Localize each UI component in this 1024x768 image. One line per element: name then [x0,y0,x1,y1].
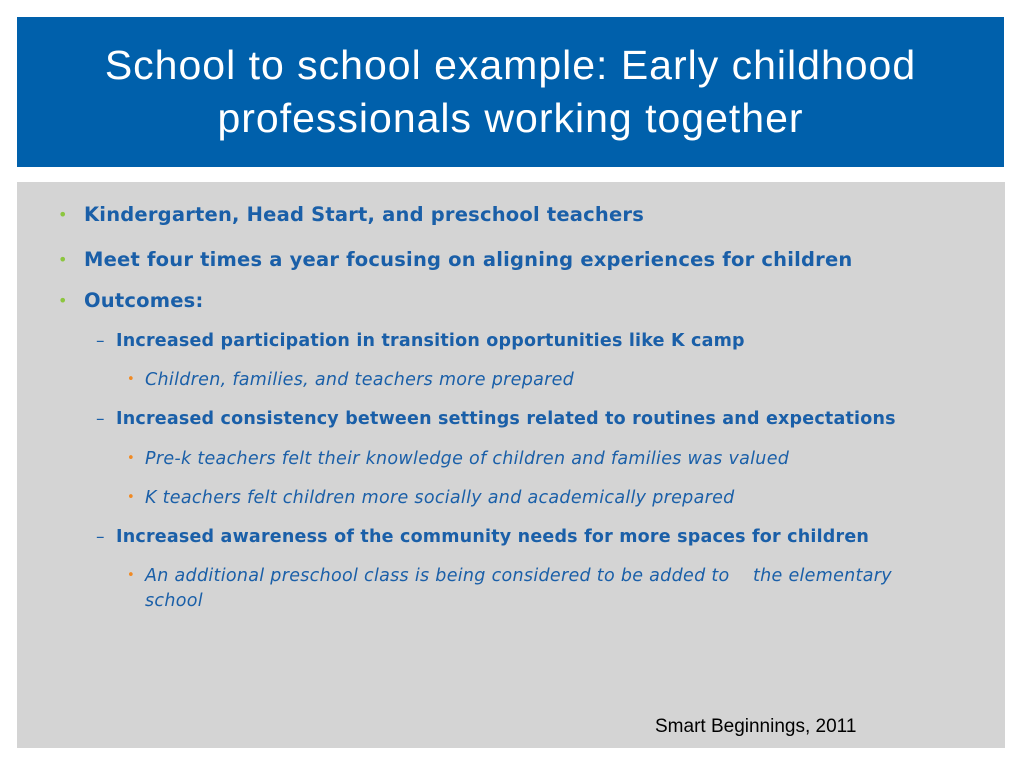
outcome-detail-text: An additional preschool class is being considered to be added to the elementary school [145,566,898,611]
outcome-item-2 [96,407,896,431]
bullet-text: Meet four times a year focusing on aligning experiences for children [84,248,853,271]
bullet-dot-icon: • [127,451,135,466]
outcome-detail-text: Pre-k teachers felt their knowledge of children and families was valued [145,449,790,469]
bullet-text: Outcomes: [84,289,204,312]
outcome-item-1 [96,329,745,353]
bullet-dot-icon: • [127,372,135,387]
bullet-dot-icon: • [58,291,68,310]
dash-icon: – [96,331,105,351]
bullet-item-3 [58,287,204,315]
outcome-item-3 [96,525,869,549]
bullet-text: Kindergarten, Head Start, and preschool teachers [84,203,645,226]
bullet-item-2 [58,246,852,274]
bullet-dot-icon: • [58,205,68,224]
title-bar [17,17,1004,167]
bullet-item-1 [58,201,644,229]
outcome-text: Increased participation in transition opportunities like K camp [116,331,745,351]
dash-icon: – [96,527,105,547]
bullet-dot-icon: • [127,490,135,505]
outcome-detail-text: Children, families, and teachers more prepared [145,370,575,390]
bullet-dot-icon: • [58,250,68,269]
outcome-detail-2-2 [127,486,935,511]
outcome-text: Increased awareness of the community needs for more spaces for children [116,527,870,547]
outcome-detail-3-1 [127,564,935,614]
outcome-text: Increased consistency between settings related to routines and expectations [116,409,896,429]
citation: Smart Beginnings, 2011 [655,716,857,737]
dash-icon: – [96,409,105,429]
outcome-detail-1-1 [127,368,935,393]
outcome-detail-text: K teachers felt children more socially and academically prepared [145,488,735,508]
slide-title: School to school example: Early childhood professionals working together [104,42,917,141]
outcome-detail-2-1 [127,447,935,472]
bullet-dot-icon: • [127,568,135,583]
